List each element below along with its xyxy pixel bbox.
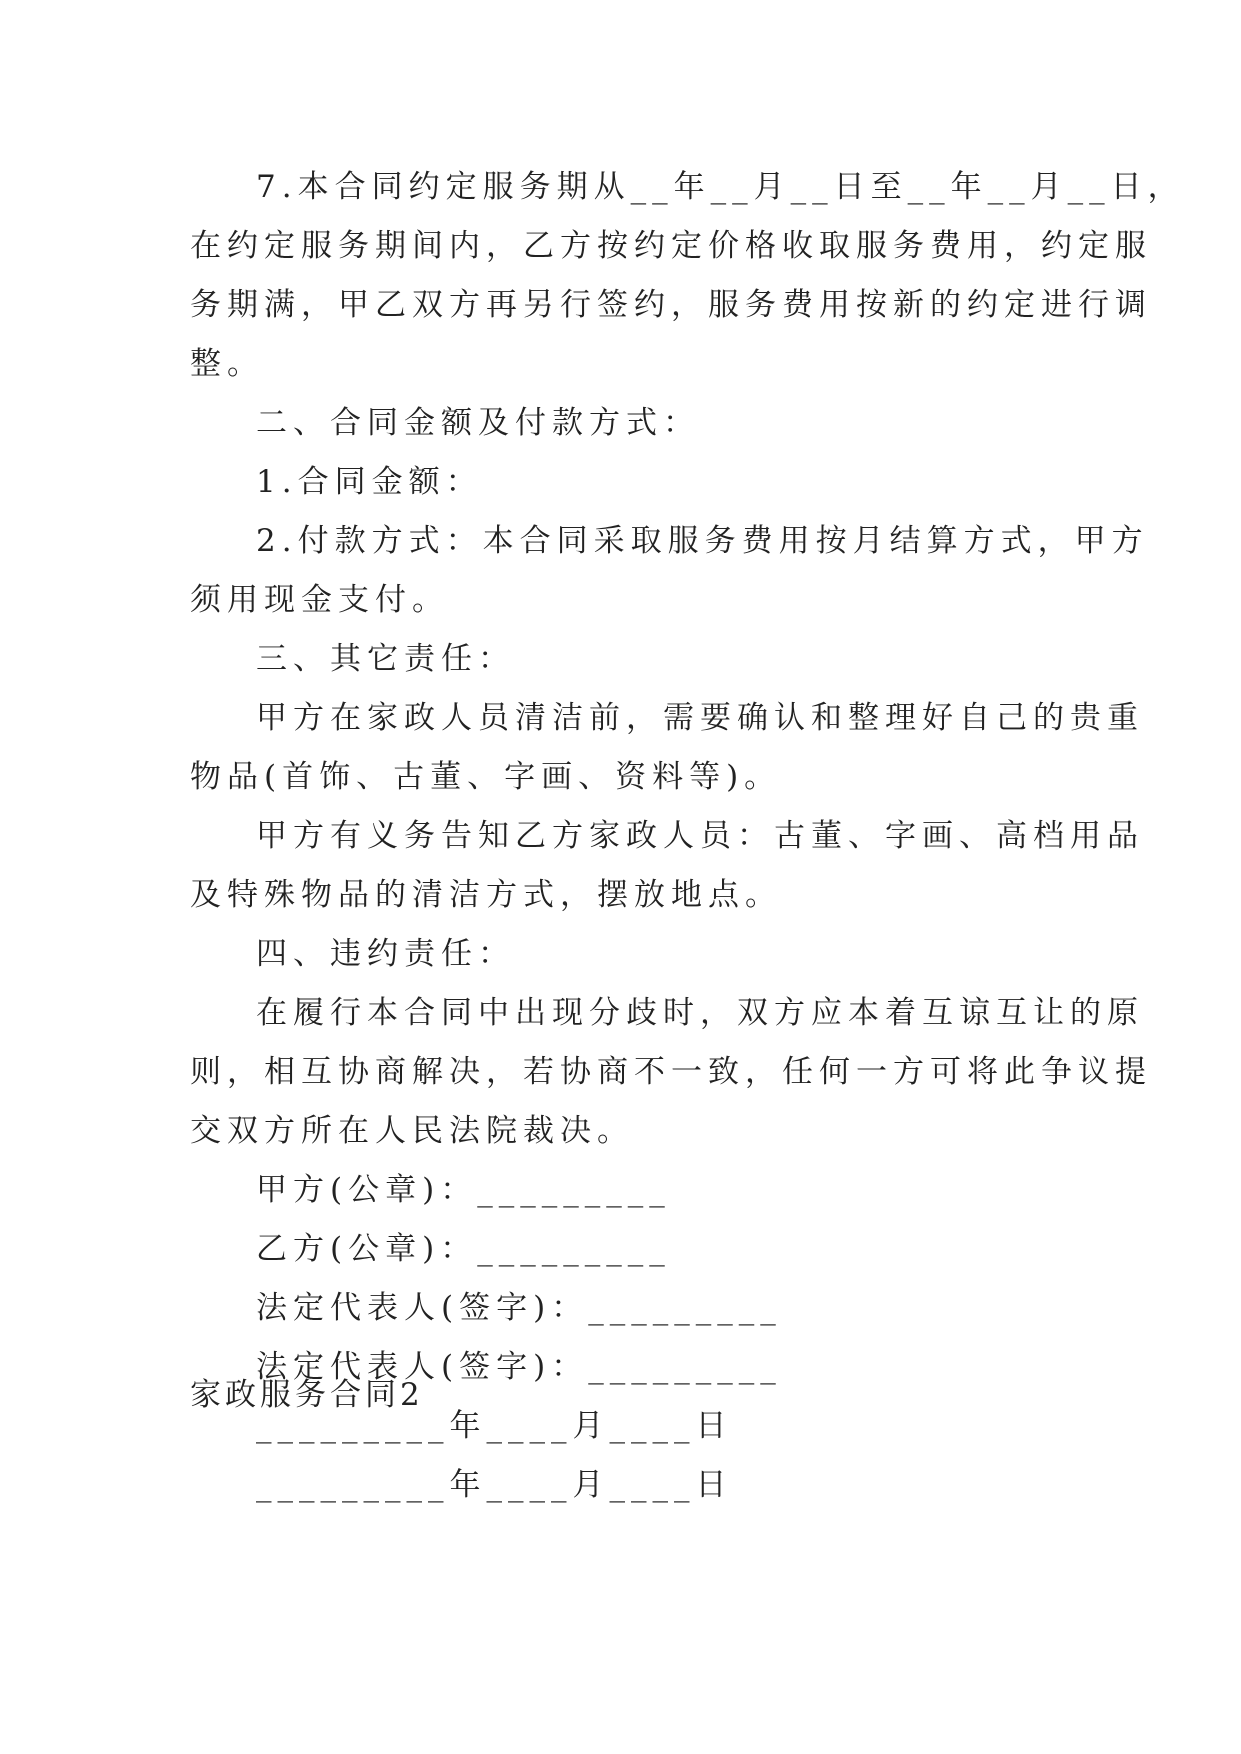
section-heading-payment: 二、合同金额及付款方式： — [256, 405, 700, 441]
clause-7-line-3: 务期满，甲乙双方再另行签约，服务费用按新的约定进行调 — [190, 287, 1152, 323]
other-duties-paragraph-1-line-2: 物品(首饰、古董、字画、资料等)。 — [190, 759, 782, 795]
legal-rep-signature-line-2: 法定代表人(签字)：_________ — [256, 1349, 782, 1385]
clause-7-line-2: 在约定服务期间内，乙方按约定价格收取服务费用，约定服 — [190, 228, 1152, 264]
payment-method-line-2: 须用现金支付。 — [190, 582, 449, 618]
other-duties-paragraph-2-line-2: 及特殊物品的清洁方式，摆放地点。 — [190, 877, 782, 913]
next-contract-title: 家政服务合同2 — [190, 1377, 424, 1413]
section-heading-other-duties: 三、其它责任： — [256, 641, 515, 677]
date-line-2: _________年____月____日 — [256, 1467, 733, 1503]
breach-paragraph-line-2: 则，相互协商解决，若协商不一致，任何一方可将此争议提 — [190, 1054, 1152, 1090]
legal-rep-signature-line-1: 法定代表人(签字)：_________ — [256, 1290, 782, 1326]
document-page — [190, 158, 1185, 1515]
clause-7-line-4: 整。 — [190, 346, 264, 382]
breach-paragraph: 在履行本合同中出现分歧时，双方应本着互谅互让的原 — [256, 995, 1144, 1031]
date-line-1: _________年____月____日 — [256, 1408, 733, 1444]
other-duties-paragraph-2: 甲方有义务告知乙方家政人员：古董、字画、高档用品 — [256, 818, 1144, 854]
contract-amount-line: 1.合同金额： — [256, 464, 483, 500]
party-b-seal-line: 乙方(公章)：_________ — [256, 1231, 671, 1267]
other-duties-paragraph-1: 甲方在家政人员清洁前，需要确认和整理好自己的贵重 — [256, 700, 1144, 736]
clause-7-service-period: 7.本合同约定服务期从__年__月__日至__年__月__日， — [256, 169, 1185, 205]
section-heading-breach: 四、违约责任： — [256, 936, 515, 972]
payment-method-line: 2.付款方式：本合同采取服务费用按月结算方式，甲方 — [256, 523, 1149, 559]
party-a-seal-line: 甲方(公章)：_________ — [256, 1172, 671, 1208]
breach-paragraph-line-3: 交双方所在人民法院裁决。 — [190, 1113, 634, 1149]
